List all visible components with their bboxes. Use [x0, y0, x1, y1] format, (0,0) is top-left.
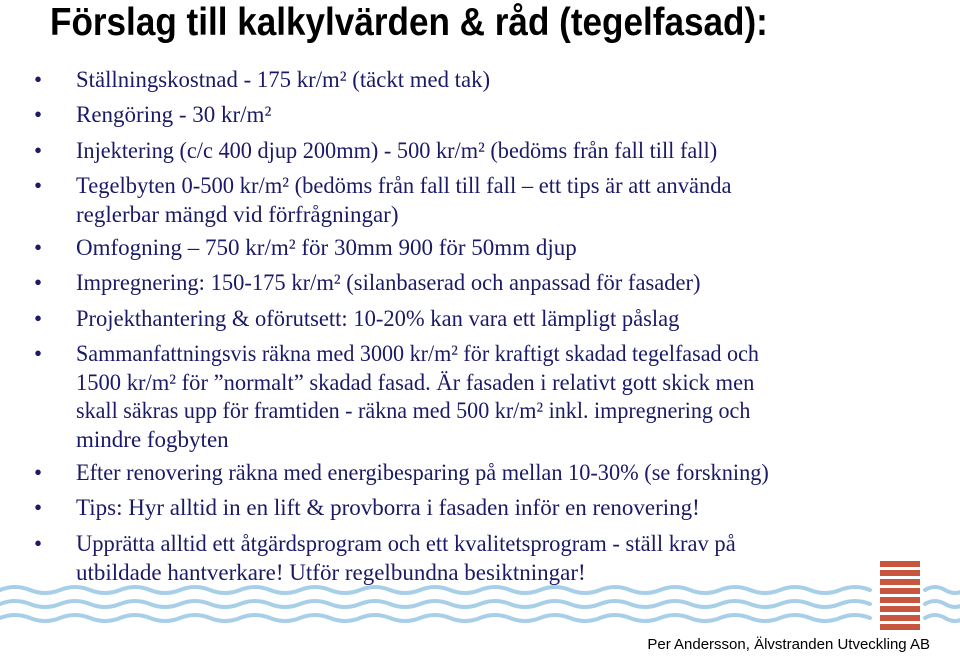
bullet-text: Upprätta alltid ett åtgärdsprogram och ett kvalitetsprogram - ställ krav på	[76, 531, 736, 556]
bullet-text: Tips: Hyr alltid in en lift & provborra i fasaden inför en renovering!	[76, 495, 700, 520]
bullet-text: Efter renovering räkna med energibesparing på mellan 10-30% (se forskning)	[76, 460, 769, 485]
bullet-text: Tegelbyten 0-500 kr/m² (bedöms från fall till fall – ett tips är att använda	[76, 173, 732, 198]
footer-credit: Per Andersson, Älvstranden Utveckling AB	[647, 636, 930, 653]
bullet-dot: •	[34, 138, 43, 163]
wave-line	[0, 615, 870, 621]
bullet-text: Omfogning – 750 kr/m² för 30mm 900 för 50mm djup	[76, 235, 577, 260]
bullet-text: 1500 kr/m² för ”normalt” skadad fasad. Är fasaden i relativt gott skick men	[76, 369, 755, 395]
bullet-text: mindre fogbyten	[76, 427, 229, 453]
bullet-dot: •	[34, 102, 43, 127]
wave-line	[925, 601, 960, 607]
bullet-dot: •	[34, 173, 43, 198]
bullet-dot: •	[34, 235, 43, 260]
bullet-dot: •	[34, 495, 43, 520]
bullet-text: utbildade hantverkare! Utför regelbundna besiktningar!	[76, 559, 586, 585]
bullet-dot: •	[34, 270, 43, 295]
bullet-dot: •	[34, 67, 43, 92]
wave-line	[0, 601, 870, 607]
bullet-dot: •	[34, 341, 43, 366]
wave-line	[0, 587, 870, 593]
bullet-dot: •	[34, 531, 43, 556]
slide-title: Förslag till kalkylvärden & råd (tegelfasad):	[50, 1, 768, 44]
bullet-text: Impregnering: 150-175 kr/m² (silanbaserad och anpassad för fasader)	[76, 270, 701, 295]
bullet-text: Projekthantering & oförutsett: 10-20% kan vara ett lämpligt påslag	[76, 306, 680, 331]
wave-pattern-icon	[0, 584, 960, 628]
bullet-dot: •	[34, 306, 43, 331]
bullet-text: Injektering (c/c 400 djup 200mm) - 500 kr/m² (bedöms från fall till fall)	[76, 138, 718, 163]
bullet-text: reglerbar mängd vid förfrågningar)	[76, 201, 399, 227]
wave-line	[925, 615, 960, 621]
bullet-dot: •	[34, 460, 43, 485]
bullet-text: Sammanfattningsvis räkna med 3000 kr/m² för kraftigt skadad tegelfasad och	[76, 341, 759, 366]
wave-line	[925, 587, 960, 593]
bullet-text: Ställningskostnad - 175 kr/m² (täckt med tak)	[76, 67, 491, 92]
bullet-text: skall säkras upp för framtiden - räkna med 500 kr/m² inkl. impregnering och	[76, 398, 751, 424]
bullet-text: Rengöring - 30 kr/m²	[76, 102, 272, 127]
brick-wall-logo-icon	[880, 561, 920, 631]
